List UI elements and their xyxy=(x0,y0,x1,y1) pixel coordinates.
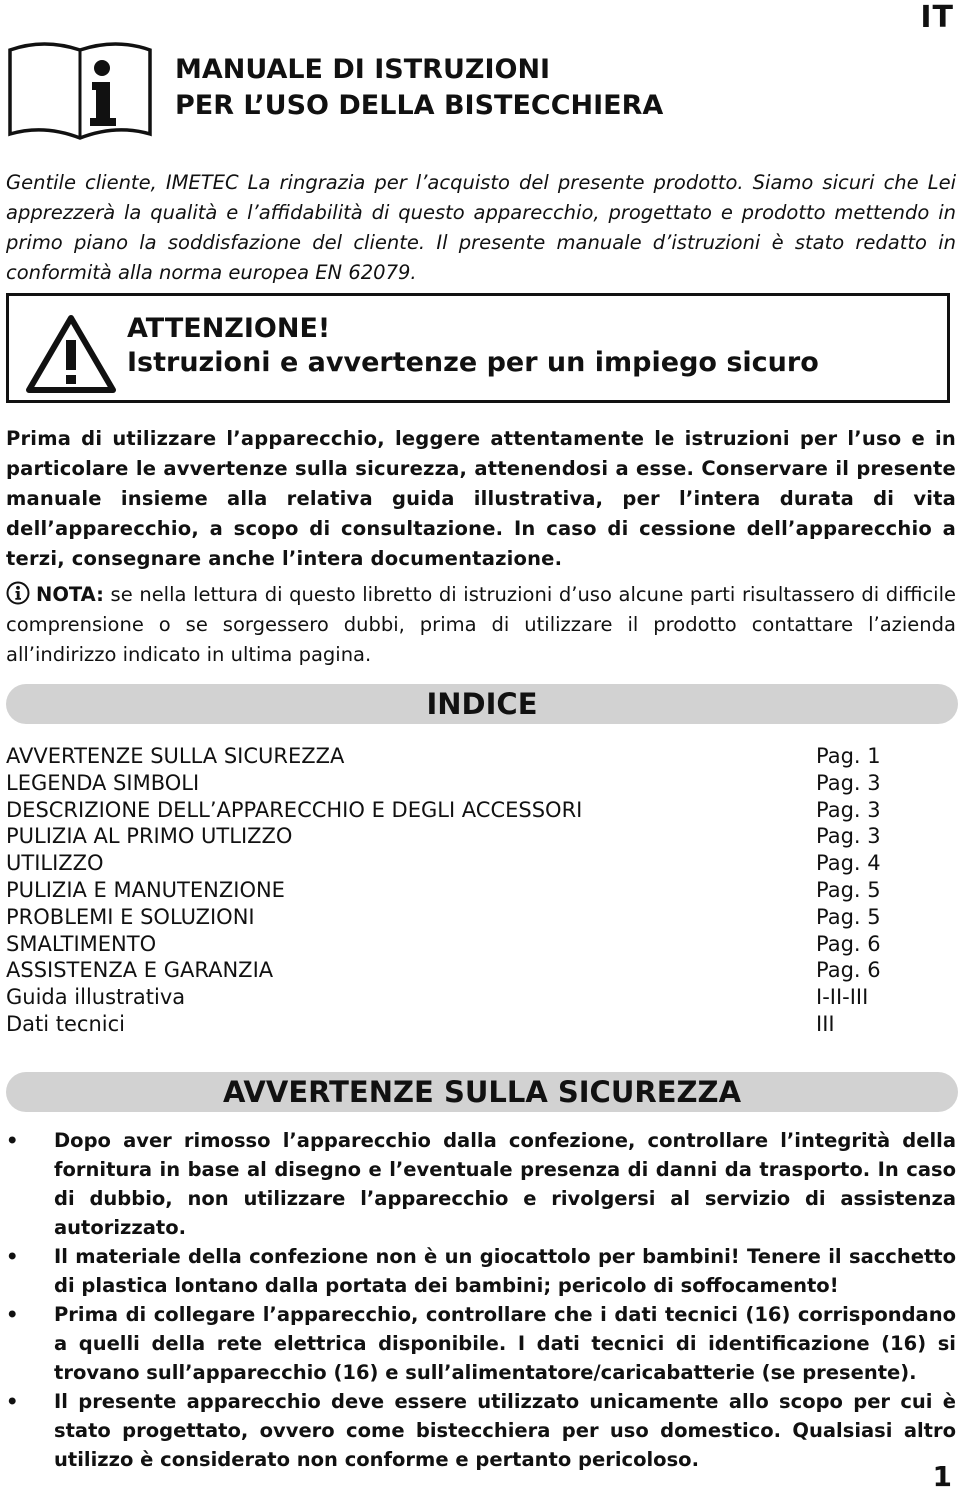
safety-item-text: Prima di collegare l’apparecchio, controllare che i dati tecnici (16) corrispondano a quelli della rete elettrica disponibile. I dati tecnici di identificazione (16) si trovano sull’apparecchio (16) e sull’alimentatore/caricabatterie (se presente). xyxy=(54,1303,956,1384)
warning-triangle-icon xyxy=(25,314,117,394)
toc-row xyxy=(6,797,956,824)
document-title xyxy=(175,52,663,124)
toc-page: I-II-III xyxy=(816,985,869,1010)
bullet-icon: • xyxy=(6,1245,19,1268)
toc-label: Guida illustrativa xyxy=(6,985,186,1010)
toc-label: ASSISTENZA E GARANZIA xyxy=(6,958,274,983)
toc-row xyxy=(6,770,956,797)
toc-page: Pag. 3 xyxy=(816,797,881,822)
title-line-1: MANUALE DI ISTRUZIONI xyxy=(175,54,551,85)
instructions-paragraph: Prima di utilizzare l’apparecchio, leggere attentamente le istruzioni per l’uso e in particolare le avvertenze sulla sicurezza, attenendosi a esse. Conservare il presente manuale insieme alla relativa guida illustrativa, per l’intera durata di vita dell’apparecchio, a scopo di consultazione. In caso di cessione dell’apparecchio a terzi, consegnare anche l’intera documentazione. xyxy=(6,427,956,570)
toc-page: Pag. 5 xyxy=(816,877,881,902)
toc-label: PROBLEMI E SOLUZIONI xyxy=(6,904,255,929)
toc-row xyxy=(6,904,956,931)
toc-page: Pag. 1 xyxy=(816,744,881,768)
safety-list xyxy=(6,1126,956,1474)
toc-page: Pag. 3 xyxy=(816,824,881,849)
table-of-contents xyxy=(6,743,956,1038)
toc-label: LEGENDA SIMBOLI xyxy=(6,770,200,795)
bullet-icon: • xyxy=(6,1303,19,1326)
toc-page: Pag. 3 xyxy=(816,770,881,795)
safety-item-text: Il materiale della confezione non è un giocattolo per bambini! Tenere il sacchetto di plastica lontano dalla portata dei bambini; pericolo di soffocamento! xyxy=(54,1245,956,1297)
toc-label: PULIZIA E MANUTENZIONE xyxy=(6,877,285,902)
toc-row xyxy=(6,823,956,850)
safety-item-text: Dopo aver rimosso l’apparecchio dalla confezione, controllare l’integrità della fornitura in base al disegno e l’eventuale presenza di danni da trasporto. In caso di dubbio, non utilizzare l’apparecchio e rivolgersi al servizio di assistenza autorizzato. xyxy=(54,1129,956,1239)
toc-label: SMALTIMENTO xyxy=(6,931,157,956)
title-line-2: PER L’USO DELLA BISTECCHIERA xyxy=(175,90,664,121)
note-text: se nella lettura di questo libretto di istruzioni d’uso alcune parti risultassero di difficile comprensione o se sorgessero dubbi, prima di utilizzare il prodotto contattare l’azienda all’indirizzo indicato in ultima pagina. xyxy=(6,583,956,666)
toc-page: Pag. 6 xyxy=(816,958,881,983)
note-label: NOTA: xyxy=(36,583,104,606)
language-code: IT xyxy=(920,0,954,35)
warning-subheading: Istruzioni e avvertenze per un impiego sicuro xyxy=(127,347,819,378)
safety-item xyxy=(6,1242,956,1300)
page-number: 1 xyxy=(932,1460,952,1493)
safety-item xyxy=(6,1387,956,1474)
toc-label: AVVERTENZE SULLA SICUREZZA xyxy=(6,744,345,768)
toc-page: III xyxy=(816,1011,835,1036)
toc-label: DESCRIZIONE DELL’APPARECCHIO E DEGLI ACCESSORI xyxy=(6,797,583,822)
index-heading: INDICE xyxy=(426,687,538,721)
warning-box xyxy=(6,293,950,403)
toc-row xyxy=(6,743,956,770)
toc-row xyxy=(6,850,956,877)
toc-label: UTILIZZO xyxy=(6,851,104,876)
note-paragraph xyxy=(6,580,956,670)
toc-page: Pag. 6 xyxy=(816,931,881,956)
intro-paragraph: Gentile cliente, IMETEC La ringrazia per l’acquisto del presente prodotto. Siamo sicuri che Lei apprezzerà la qualità e l’affidabilità di questo apparecchio, progettato e prodotto mettendo in primo piano la soddisfazione del cliente. Il presente manuale d’istruzioni è stato redatto in conformità alla norma europea EN 62079. xyxy=(6,171,956,284)
toc-label: Dati tecnici xyxy=(6,1011,126,1036)
info-manual-icon xyxy=(6,38,154,144)
toc-row xyxy=(6,957,956,984)
toc-row xyxy=(6,877,956,904)
bullet-icon: • xyxy=(6,1390,19,1413)
info-icon xyxy=(6,581,30,605)
bullet-icon: • xyxy=(6,1129,19,1152)
toc-row xyxy=(6,984,956,1011)
warning-heading: ATTENZIONE! xyxy=(127,313,331,344)
safety-item-text: Il presente apparecchio deve essere utilizzato unicamente allo scopo per cui è stato progettato, ovvero come bistecchiera per uso domestico. Qualsiasi altro utilizzo è considerato non conforme e pertanto pericoloso. xyxy=(54,1390,956,1471)
toc-page: Pag. 5 xyxy=(816,904,881,929)
safety-heading: AVVERTENZE SULLA SICUREZZA xyxy=(222,1075,742,1109)
toc-row xyxy=(6,931,956,958)
warning-title xyxy=(127,312,819,380)
toc-row xyxy=(6,1011,956,1038)
safety-item xyxy=(6,1300,956,1387)
toc-label: PULIZIA AL PRIMO UTLIZZO xyxy=(6,824,293,849)
safety-item xyxy=(6,1126,956,1242)
toc-page: Pag. 4 xyxy=(816,851,881,876)
